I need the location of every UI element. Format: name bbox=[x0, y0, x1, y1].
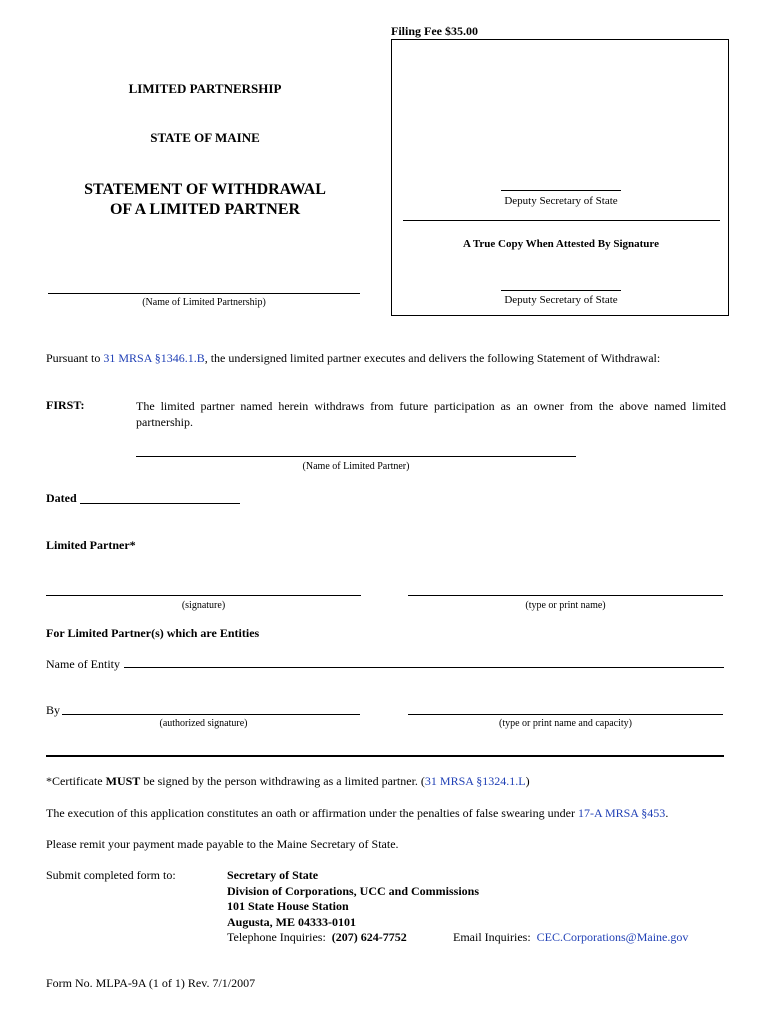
filing-box bbox=[391, 39, 729, 316]
filing-box-divider bbox=[403, 220, 720, 221]
address-line-1: Secretary of State bbox=[227, 868, 319, 882]
phone-line bbox=[227, 930, 479, 946]
dated-field[interactable] bbox=[80, 489, 240, 504]
form-number: Form No. MLPA-9A (1 of 1) Rev. 7/1/2007 bbox=[46, 976, 256, 990]
email-link[interactable]: CEC.Corporations@Maine.gov bbox=[536, 930, 689, 944]
print-name-capacity-field[interactable] bbox=[408, 714, 723, 715]
phone-number: (207) 624-7752 bbox=[331, 930, 407, 944]
form-title-line-1: STATEMENT OF WITHDRAWAL bbox=[84, 181, 326, 198]
cert-middle: be signed by the person withdrawing as a limited partner. ( bbox=[140, 774, 425, 788]
address-line-2: Division of Corporations, UCC and Commissions bbox=[227, 883, 480, 898]
form-title-line-2: OF A LIMITED PARTNER bbox=[109, 201, 301, 218]
print-name-field[interactable] bbox=[408, 595, 723, 596]
address-line-4: Augusta, ME 04333-0101 bbox=[227, 914, 357, 929]
oath-suffix: . bbox=[665, 806, 669, 820]
oath-statute-link[interactable]: 17-A MRSA §453 bbox=[577, 806, 666, 820]
intro-prefix: Pursuant to bbox=[46, 351, 104, 365]
partnership-name-caption: (Name of Limited Partnership) bbox=[142, 297, 266, 308]
authorized-signature-caption: (authorized signature) bbox=[159, 718, 248, 729]
print-name-caption: (type or print name) bbox=[525, 600, 606, 611]
limited-partner-label: Limited Partner* bbox=[46, 538, 136, 552]
dated-label: Dated bbox=[46, 491, 77, 505]
first-label: FIRST: bbox=[46, 398, 85, 412]
submit-label: Submit completed form to: bbox=[46, 868, 176, 882]
cert-must: MUST bbox=[105, 774, 141, 788]
email-line bbox=[453, 930, 688, 945]
oath-note bbox=[46, 806, 746, 821]
partnership-name-field[interactable] bbox=[48, 293, 360, 294]
entities-heading: For Limited Partner(s) which are Entities bbox=[46, 626, 260, 640]
intro-suffix: , the undersigned limited partner executes and delivers the following Statement of Withdrawal: bbox=[204, 351, 661, 365]
cert-statute-link[interactable]: 31 MRSA §1324.1.L bbox=[424, 774, 526, 788]
oath-prefix: The execution of this application constitutes an oath or affirmation under the penalties of false swearing under bbox=[46, 806, 578, 820]
payment-note: Please remit your payment made payable to the Maine Secretary of State. bbox=[46, 837, 399, 851]
entity-name-field[interactable] bbox=[124, 653, 724, 668]
first-text: The limited partner named herein withdraws from future participation as an owner from the above named limited partnership. bbox=[136, 399, 726, 429]
intro-paragraph bbox=[46, 351, 746, 366]
by-label: By bbox=[46, 703, 61, 717]
cert-prefix: *Certificate bbox=[46, 774, 106, 788]
certificate-note bbox=[46, 774, 746, 789]
deputy-signature-line-2 bbox=[501, 290, 621, 291]
section-divider bbox=[46, 755, 724, 757]
limited-partner-name-caption: (Name of Limited Partner) bbox=[302, 461, 410, 472]
entity-name-label: Name of Entity bbox=[46, 657, 120, 671]
signature-caption: (signature) bbox=[181, 600, 226, 611]
entity-type-heading: LIMITED PARTNERSHIP bbox=[128, 81, 282, 96]
address-line-3: 101 State House Station bbox=[227, 899, 349, 913]
submit-address bbox=[227, 868, 479, 946]
deputy-signature-line-1 bbox=[501, 190, 621, 191]
intro-statute-link[interactable]: 31 MRSA §1346.1.B bbox=[103, 351, 205, 365]
signature-field[interactable] bbox=[46, 595, 361, 596]
form-title bbox=[50, 180, 360, 220]
deputy-label-1: Deputy Secretary of State bbox=[504, 195, 618, 207]
cert-suffix: ) bbox=[525, 774, 530, 788]
filing-fee: Filing Fee $35.00 bbox=[391, 24, 478, 38]
print-name-capacity-caption: (type or print name and capacity) bbox=[499, 718, 632, 729]
state-heading: STATE OF MAINE bbox=[150, 130, 260, 145]
authorized-signature-field[interactable] bbox=[62, 714, 360, 715]
deputy-label-2: Deputy Secretary of State bbox=[504, 294, 618, 306]
email-label: Email Inquiries: bbox=[453, 930, 531, 944]
phone-label: Telephone Inquiries: bbox=[227, 930, 326, 944]
true-copy-text: A True Copy When Attested By Signature bbox=[463, 238, 659, 250]
limited-partner-name-field[interactable] bbox=[136, 456, 576, 457]
